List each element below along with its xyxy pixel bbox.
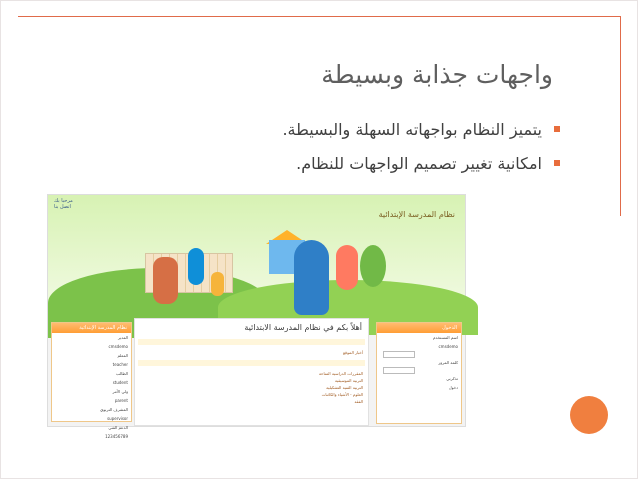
login-username-value: cmsdemo — [438, 344, 458, 349]
course-link[interactable]: التربية الموسيقية — [334, 378, 363, 383]
panel-item: الطالب — [116, 371, 128, 376]
top-divider-line — [18, 16, 621, 17]
login-button[interactable]: دخول — [448, 385, 458, 390]
left-panel — [51, 322, 132, 439]
top-link[interactable]: اتصل بنا — [54, 203, 71, 210]
panel-item: المعلم — [117, 353, 128, 358]
child-character-icon — [294, 240, 329, 315]
bullet-item — [120, 112, 540, 146]
panel-value: supervisor — [107, 416, 128, 421]
phone-code: 123456789 — [105, 434, 128, 439]
panel-header: نظام المدرسة الإبتدائية — [52, 323, 131, 333]
bullet-list — [120, 112, 540, 180]
tree-icon — [360, 245, 386, 287]
site-name: نظام المدرسة الإبتدائية — [378, 210, 455, 219]
welcome-heading: أهلاً بكم في نظام المدرسة الابتدائية — [244, 323, 362, 332]
panel-value: teacher — [112, 362, 128, 367]
panel-value: student — [112, 380, 128, 385]
slide-title: واجهات جذابة وبسيطة — [321, 60, 553, 89]
news-row[interactable]: أخبار الموقع — [343, 350, 363, 355]
main-panel — [134, 318, 369, 426]
bullet-item — [120, 146, 540, 180]
login-panel — [376, 322, 462, 424]
panel-header: الدخول — [377, 323, 461, 333]
section-band — [138, 360, 365, 366]
panel-value: parent — [114, 398, 128, 403]
bullet-icon — [554, 126, 560, 132]
panel-item: ولي الأمر — [112, 389, 128, 394]
bullet-text: امكانية تغيير تصميم الواجهات للنظام. — [296, 153, 542, 173]
panel-item: المشرف التربوي — [100, 407, 128, 412]
bullet-text: يتميز النظام بواجهاته السهلة والبسيطة. — [282, 119, 542, 139]
password-input[interactable] — [383, 367, 415, 374]
orange-circle-icon — [570, 396, 608, 434]
panel-item: الدعم الفني — [108, 425, 128, 430]
course-link[interactable]: العلوم - الأشياء والكائنات — [321, 392, 363, 397]
system-screenshot — [47, 194, 466, 439]
panel-item: المدير — [117, 335, 128, 340]
child-character-icon — [188, 248, 204, 285]
course-link[interactable]: التربية الفنية التشكيلية — [326, 385, 363, 390]
login-label: كلمة المرور — [438, 360, 458, 365]
username-input[interactable] — [383, 351, 415, 358]
child-character-icon — [211, 272, 224, 296]
top-link[interactable]: مرحبا بك — [54, 198, 73, 204]
child-character-icon — [336, 245, 358, 290]
course-link[interactable]: الفقه — [354, 399, 363, 404]
section-band — [138, 339, 365, 345]
child-character-icon — [153, 257, 178, 304]
right-divider-line — [620, 16, 621, 216]
panel-value: cmsdemo — [108, 344, 128, 349]
remember-label: تذكرني — [446, 376, 458, 381]
courses-row[interactable]: المقررات الدراسية المتاحة — [318, 371, 363, 376]
login-label: اسم المستخدم — [433, 335, 458, 340]
bullet-icon — [554, 160, 560, 166]
top-links — [54, 199, 73, 211]
